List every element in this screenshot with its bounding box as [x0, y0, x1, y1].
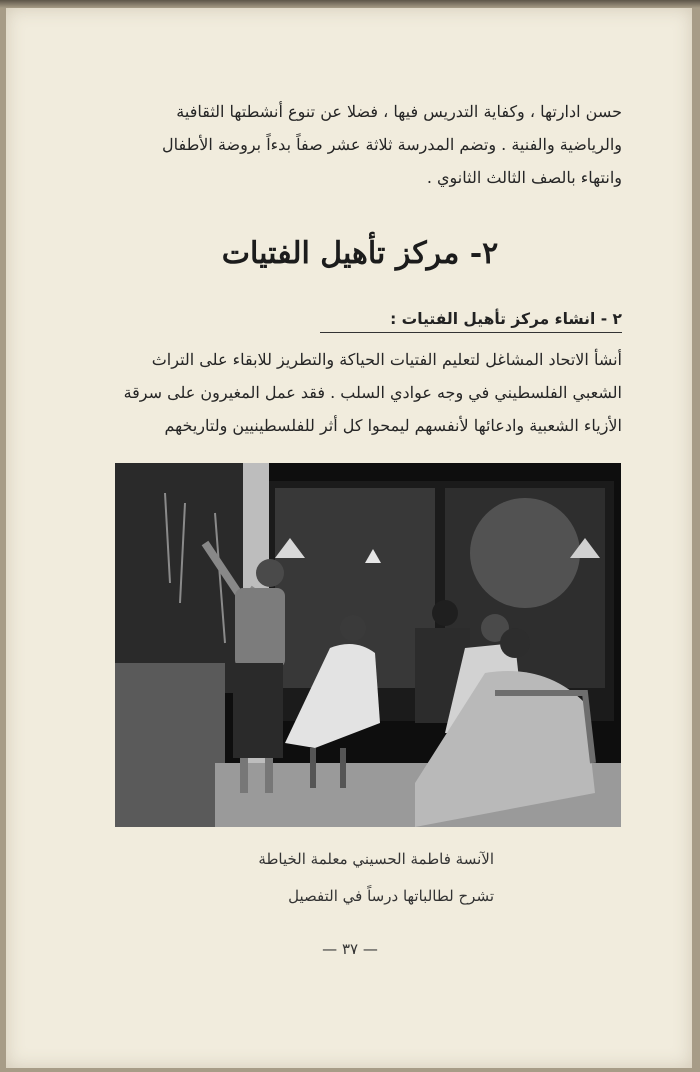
text-line: أنشأ الاتحاد المشاغل لتعليم الفتيات الحياكة والتطريز للابقاء على التراث — [151, 350, 622, 369]
classroom-photo — [115, 463, 621, 827]
subheading: ٢ - انشاء مركز تأهيل الفتيات : — [320, 310, 622, 333]
book-gutter-edge — [0, 0, 700, 8]
text-line: وانتهاء بالصف الثالث الثانوي . — [426, 168, 622, 187]
section-heading: ٢- مركز تأهيل الفتيات — [221, 236, 499, 271]
photo-caption-line: تشرح لطالباتها درساً في التفصيل — [288, 887, 494, 905]
body-paragraph — [108, 343, 622, 442]
text-line: الأزياء الشعبية وادعائها لأنفسهم ليمحوا كل أثر للفلسطينيين ولتاريخهم — [164, 416, 622, 435]
text-line: حسن ادارتها ، وكفاية التدريس فيها ، فضلا عن تنوع أنشطتها الثقافية — [176, 102, 622, 121]
intro-paragraph — [108, 95, 622, 194]
photo-caption-line: الآنسة فاطمة الحسيني معلمة الخياطة — [258, 850, 494, 868]
text-line: الشعبي الفلسطيني في وجه عوادي السلب . فقد عمل المغيرون على سرقة — [123, 383, 622, 402]
page-number: — ٣٧ — — [322, 940, 378, 958]
text-line: والرياضية والفنية . وتضم المدرسة ثلاثة عشر صفاً بدءاً بروضة الأطفال — [161, 135, 622, 154]
